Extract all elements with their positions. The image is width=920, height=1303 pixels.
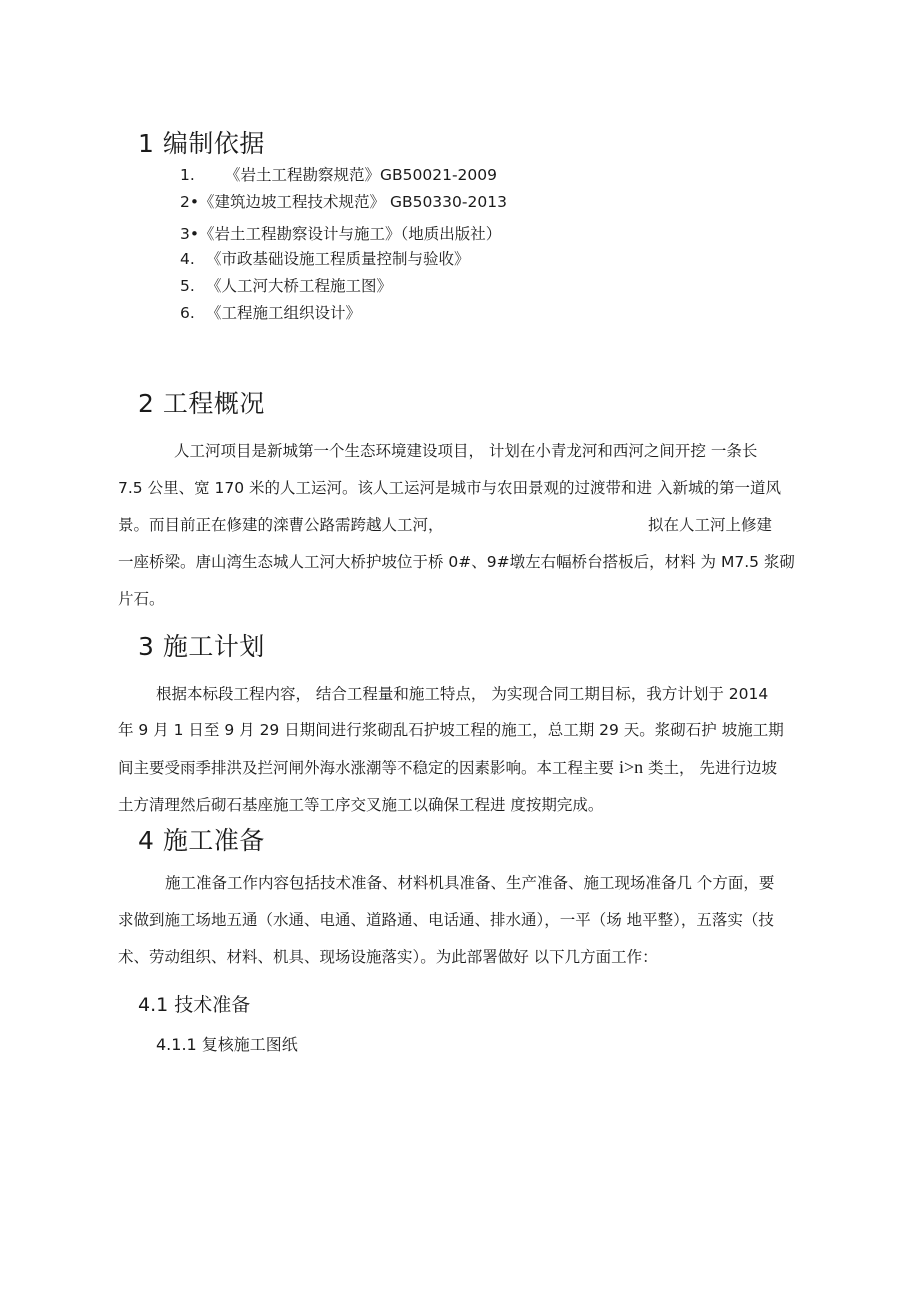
reference-item-3-number: 3• — [180, 225, 200, 243]
reference-item-6-number: 6. — [180, 304, 195, 322]
subsection-4-1-1-heading: 4.1.1 复核施工图纸 — [156, 1035, 298, 1054]
reference-item-6-text: 《工程施工组织设计》 — [206, 304, 362, 322]
reference-item-1-text: 《岩土工程勘察规范》GB50021-2009 — [225, 166, 497, 184]
reference-item-3-text: 《岩土工程勘察设计与施工》（地质出版社） — [199, 225, 502, 243]
plan-line-1: 根据本标段工程内容， 结合工程量和施工特点， 为实现合同工期目标，我方计划于 2014 — [156, 685, 769, 703]
reference-item-1-number: 1. — [180, 166, 195, 184]
section-1-heading: 1 编制依据 — [138, 129, 265, 158]
section-2-heading: 2 工程概况 — [138, 389, 265, 418]
soil-class-symbol: i>n — [618, 757, 644, 777]
plan-line-2: 年 9 月 1 日至 9 月 29 日期间进行浆砌乱石护坡工程的施工，总工期 29 天。浆砌石护 坡施工期 — [118, 721, 784, 739]
reference-item-5 — [180, 274, 392, 296]
reference-item-6 — [180, 301, 361, 323]
section-3-heading: 3 施工计划 — [138, 632, 265, 661]
overview-line-4: 一座桥梁。唐山湾生态城人工河大桥护坡位于桥 0#、9#墩左右幅桥台搭板后，材料 为 M7.5 浆砌 — [118, 553, 795, 571]
prep-line-1: 施工准备工作内容包括技术准备、材料机具准备、生产准备、施工现场准备几 个方面，要 — [165, 874, 775, 892]
plan-line-3-text: 间主要受雨季排洪及拦河闸外海水涨潮等不稳定的因素影响。本工程主要 — [118, 759, 615, 777]
overview-line-3-end: 拟在人工河上修建 — [648, 516, 773, 534]
reference-item-5-number: 5. — [180, 277, 195, 295]
section-4-heading: 4 施工准备 — [138, 826, 265, 855]
prep-line-2: 求做到施工场地五通（水通、电通、道路通、电话通、排水通），一平（场 地平整），五落实（技 — [118, 911, 774, 929]
plan-line-3-tail: 类土， 先进行边坡 — [648, 759, 777, 777]
reference-item-1 — [180, 163, 497, 185]
overview-line-1: 人工河项目是新城第一个生态环境建设项目， 计划在小青龙河和西河之间开挖 一条长 — [174, 442, 758, 460]
prep-line-3: 术、劳动组织、材料、机具、现场设施落实）。为此部署做好 以下几方面工作： — [118, 948, 658, 966]
overview-line-2: 7.5 公里、宽 170 米的人工运河。该人工运河是城市与农田景观的过渡带和进 入新城的第一道风 — [118, 479, 781, 497]
reference-item-2-text: 《建筑边坡工程技术规范》 GB50330-2013 — [199, 193, 507, 211]
reference-item-4-number: 4. — [180, 250, 195, 268]
reference-item-3 — [180, 222, 501, 244]
overview-line-5: 片石。 — [118, 590, 165, 608]
reference-item-4-text: 《市政基础设施工程质量控制与验收》 — [206, 250, 470, 268]
reference-item-5-text: 《人工河大桥工程施工图》 — [206, 277, 393, 295]
plan-line-4: 土方清理然后砌石基座施工等工序交叉施工以确保工程进 度按期完成。 — [118, 796, 604, 814]
overview-line-3: 景。而目前正在修建的滦曹公路需跨越人工河， — [118, 516, 444, 534]
reference-item-2-number: 2• — [180, 193, 200, 211]
reference-item-2 — [180, 190, 507, 212]
subsection-4-1-heading: 4.1 技术准备 — [138, 994, 251, 1016]
reference-item-4 — [180, 247, 470, 269]
plan-line-3 — [118, 756, 777, 778]
